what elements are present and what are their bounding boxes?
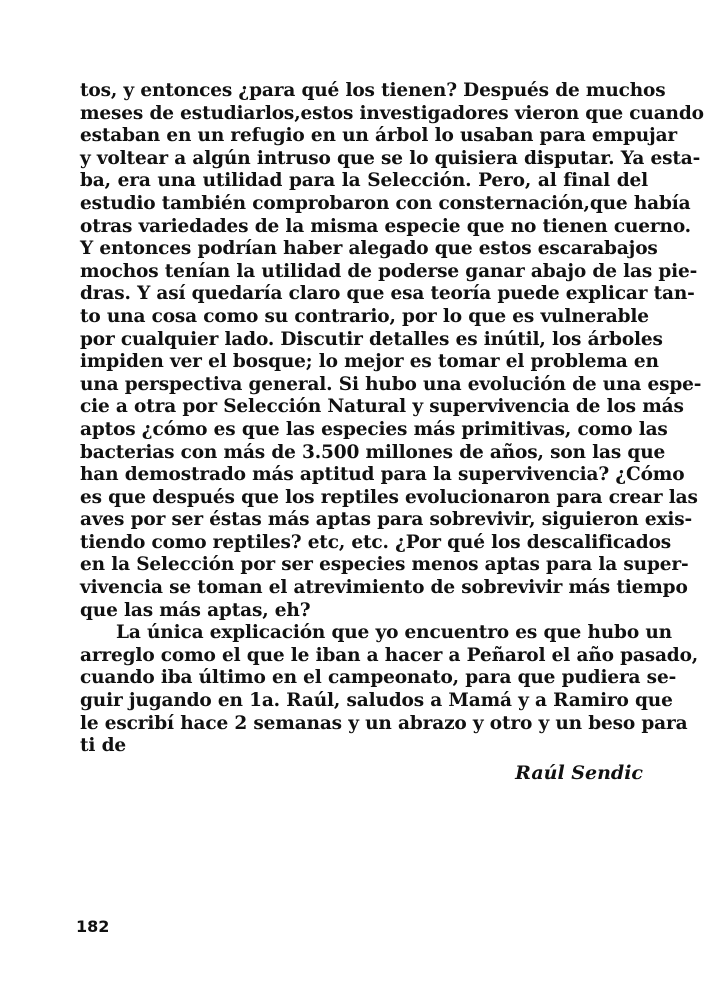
text-line: aves por ser éstas más aptas para sobrevivir, siguieron exis-: [80, 509, 693, 531]
text-line: arreglo como el que le iban a hacer a Peñarol el año pasado,: [80, 644, 699, 666]
text-line: le escribí hace 2 semanas y un abrazo y otro y un beso para: [80, 712, 688, 734]
text-line: to una cosa como su contrario, por lo que es vulnerable: [80, 305, 649, 327]
text-line: tiendo como reptiles? etc, etc. ¿Por qué los descalificados: [80, 531, 672, 553]
text-line: meses de estudiarlos,estos investigadores vieron que cuando: [80, 102, 704, 124]
text-line: Y entonces podrían haber alegado que estos escarabajos: [80, 238, 658, 260]
text-line: otras variedades de la misma especie que no tienen cuerno.: [80, 215, 691, 237]
paragraph-start-line: La única explicación que yo encuentro es que hubo un: [116, 622, 672, 644]
text-line: impiden ver el bosque; lo mejor es tomar el problema en: [80, 351, 659, 373]
text-line: una perspectiva general. Si hubo una evolución de una espe-: [80, 373, 702, 395]
text-line: estudio también comprobaron con consternación,que había: [80, 192, 691, 214]
paragraph-end-line: que las más aptas, eh?: [80, 599, 311, 621]
text-line: bacterias con más de 3.500 millones de años, son las que: [80, 441, 666, 463]
body-text: [80, 80, 704, 758]
text-line: tos, y entonces ¿para qué los tienen? Después de muchos: [80, 80, 666, 101]
text-line: en la Selección por ser especies menos aptas para la super-: [80, 554, 689, 576]
text-line: dras. Y así quedaría claro que esa teoría puede explicar tan-: [80, 283, 695, 305]
page-number: 182: [76, 917, 110, 936]
text-line: y voltear a algún intruso que se lo quisiera disputar. Ya esta-: [80, 147, 701, 169]
text-line: es que después que los reptiles evolucionaron para crear las: [80, 486, 698, 508]
text-line: por cualquier lado. Discutir detalles es inútil, los árboles: [80, 328, 663, 350]
text-line: han demostrado más aptitud para la supervivencia? ¿Cómo: [80, 464, 685, 486]
text-line: ba, era una utilidad para la Selección. Pero, al final del: [80, 170, 648, 192]
text-line: mochos tenían la utilidad de poderse ganar abajo de las pie-: [80, 260, 698, 282]
text-line: cie a otra por Selección Natural y supervivencia de los más: [80, 396, 684, 418]
text-line: estaban en un refugio en un árbol lo usaban para empujar: [80, 125, 678, 147]
paragraph-end-line: ti de: [80, 735, 126, 757]
text-line: cuando iba último en el campeonato, para que pudiera se-: [80, 667, 677, 689]
text-line: aptos ¿cómo es que las especies más primitivas, como las: [80, 418, 668, 440]
text-line: guir jugando en 1a. Raúl, saludos a Mamá y a Ramiro que: [80, 690, 673, 712]
author-signature: Raúl Sendic: [515, 762, 643, 784]
text-line: vivencia se toman el atrevimiento de sobrevivir más tiempo: [80, 577, 688, 599]
